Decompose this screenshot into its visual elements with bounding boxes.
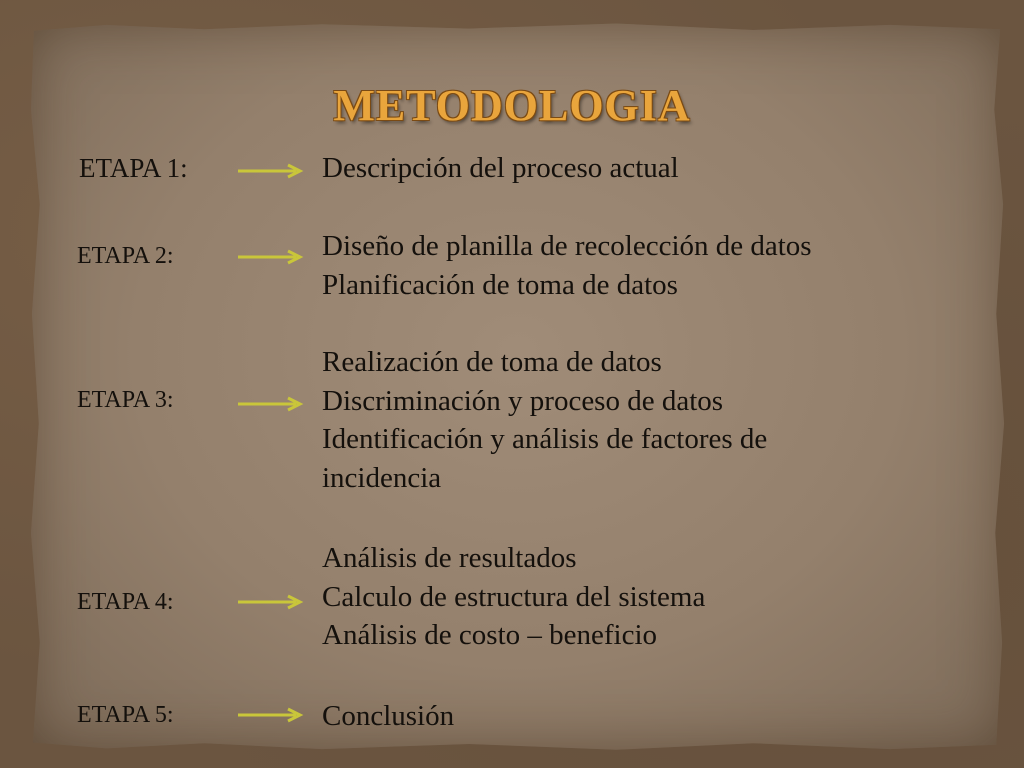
stage-4-description xyxy=(322,539,705,655)
description-line: Análisis de costo – beneficio xyxy=(322,619,658,651)
arrow-right-icon xyxy=(236,396,306,412)
description-line: Identificación y análisis de factores de xyxy=(322,423,768,455)
description-line: Análisis de resultados xyxy=(322,542,577,574)
stage-3-description xyxy=(322,343,767,497)
stage-2-label: ETAPA 2: xyxy=(77,243,174,269)
stage-1-label: ETAPA 1: xyxy=(79,153,188,183)
stage-4-label: ETAPA 4: xyxy=(77,589,174,615)
stage-3-label: ETAPA 3: xyxy=(77,387,174,413)
description-line: Discriminación y proceso de datos xyxy=(322,384,724,417)
stage-5-description xyxy=(322,697,454,736)
arrow-right-icon xyxy=(236,707,306,723)
description-line: Descripción del proceso actual xyxy=(322,152,679,184)
description-line: Calculo de estructura del sistema xyxy=(322,580,706,613)
stage-2-description xyxy=(322,227,812,304)
description-line: Conclusión xyxy=(322,700,455,732)
stage-5-label: ETAPA 5: xyxy=(77,702,174,728)
description-line: Diseño de planilla de recolección de datos xyxy=(322,230,812,262)
stage-1-description xyxy=(322,149,679,188)
description-line: Planificación de toma de datos xyxy=(322,268,678,301)
arrow-right-icon xyxy=(236,163,306,179)
arrow-right-icon xyxy=(236,249,306,265)
arrow-right-icon xyxy=(236,594,306,610)
slide-title: METODOLOGIA xyxy=(333,81,691,130)
description-line: incidencia xyxy=(322,461,442,494)
description-line: Realización de toma de datos xyxy=(322,346,662,378)
